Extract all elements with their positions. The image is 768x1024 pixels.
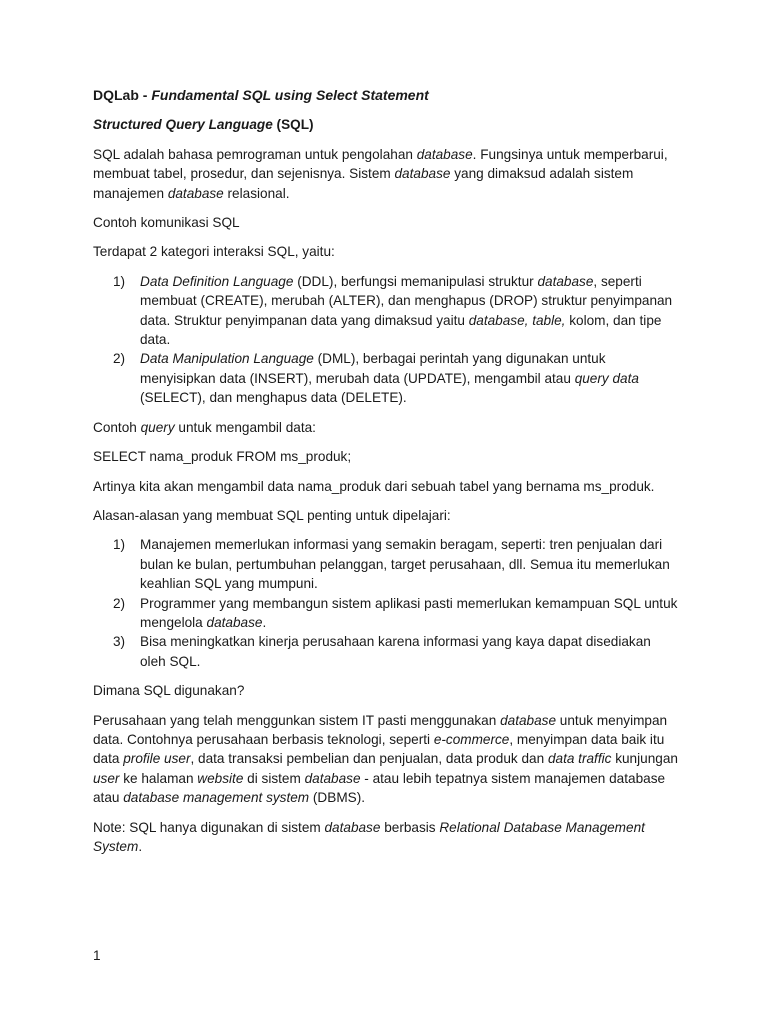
list-number: 3) xyxy=(113,634,126,650)
text-run: kolom, dan tipe data. xyxy=(140,312,662,348)
text-run: (DBMS). xyxy=(309,790,366,806)
italic-run: database management system xyxy=(123,790,310,806)
text-run: Note: SQL hanya digunakan di sistem xyxy=(93,819,325,835)
text-run: untuk menyimpan data. Contohnya perusahaan berbasis teknologi, seperti xyxy=(93,712,668,747)
text-run: kunjungan xyxy=(611,751,678,767)
document-page xyxy=(93,86,678,866)
sql-query-example: SELECT nama_produk FROM ms_produk; xyxy=(93,449,352,465)
kategori-list xyxy=(93,272,678,408)
section-heading-sql xyxy=(93,115,678,134)
page-number: 1 xyxy=(93,948,101,963)
italic-run: Relational Database Management System xyxy=(93,819,645,854)
text-run: , menyimpan data baik itu data xyxy=(93,731,665,767)
text-run: ke halaman xyxy=(119,770,198,786)
italic-run: database xyxy=(324,819,381,835)
text-run: relasional. xyxy=(223,185,290,201)
text-run: di sistem xyxy=(243,770,305,786)
italic-run: database xyxy=(394,166,451,182)
list-item-dml xyxy=(93,349,678,407)
italic-run: database, table, xyxy=(468,312,566,328)
title-italic: Fundamental SQL using Select Statement xyxy=(151,87,429,103)
list-item-alasan-2 xyxy=(93,594,678,633)
text-run: . xyxy=(262,614,267,630)
italic-run: database xyxy=(167,185,224,201)
text-run: Bisa meningkatkan kinerja perusahaan karena informasi yang kaya dapat disediakan oleh SQL. xyxy=(140,634,651,669)
paragraph-alasan-intro: Alasan-alasan yang membuat SQL penting untuk dipelajari: xyxy=(93,507,451,523)
paragraph-perusahaan xyxy=(93,711,678,808)
text-run: Programmer yang membangun sistem aplikasi pasti memerlukan kemampuan SQL untuk mengelola xyxy=(140,595,678,630)
list-number: 1) xyxy=(113,273,126,289)
document-title xyxy=(93,86,678,105)
italic-run: query data xyxy=(574,370,639,386)
text-run: (DML), berbagai perintah yang digunakan untuk menyisipkan data (INSERT), merubah data (UPDATE), mengambil atau xyxy=(140,351,606,386)
text-run: (SELECT), dan menghapus data (DELETE). xyxy=(140,390,407,406)
alasan-list xyxy=(93,535,678,671)
text-run: (DDL), berfungsi memanipulasi struktur xyxy=(293,273,538,289)
italic-run: website xyxy=(197,770,244,786)
paragraph-note xyxy=(93,818,678,857)
paragraph-contoh-query xyxy=(93,418,678,437)
italic-run: database xyxy=(537,273,594,289)
text-run: yang dimaksud adalah sistem manajemen xyxy=(93,166,634,201)
list-number: 2) xyxy=(113,595,126,611)
text-run: , data transaksi pembelian dan penjualan, data produk dan xyxy=(190,751,548,767)
title-prefix: DQLab - xyxy=(93,87,152,103)
italic-run: user xyxy=(93,770,120,786)
text-run: Manajemen memerlukan informasi yang semakin beragam, seperti: tren penjualan dari bulan ke bulan, pertumbuhan pelanggan, target perusahaan, dll. Semua itu memerlukan keahlian SQL yang mumpuni. xyxy=(140,537,670,592)
paragraph-kategori-intro: Terdapat 2 kategori interaksi SQL, yaitu: xyxy=(93,244,335,260)
list-item-ddl xyxy=(93,272,678,350)
italic-run: query xyxy=(140,419,175,435)
italic-run: e-commerce xyxy=(433,731,510,747)
paragraph-sql-definition xyxy=(93,145,678,203)
list-item-alasan-3 xyxy=(93,632,678,671)
italic-run: database xyxy=(304,770,361,786)
text-run: - atau lebih tepatnya sistem manajemen database atau xyxy=(93,770,666,806)
text-run: untuk mengambil data: xyxy=(174,419,316,435)
italic-run: profile user xyxy=(123,751,191,767)
text-run: Perusahaan yang telah menggunkan sistem IT pasti menggunakan xyxy=(93,712,501,728)
list-item-alasan-1 xyxy=(93,535,678,593)
italic-run: database xyxy=(500,712,557,728)
italic-run: Data Definition Language xyxy=(140,273,294,289)
text-run: , seperti membuat (CREATE), merubah (ALTER), dan menghapus (DROP) struktur penyimpanan data. Struktur penyimpanan data yang dimaksud yaitu xyxy=(140,273,673,328)
paragraph-dimana: Dimana SQL digunakan? xyxy=(93,683,245,699)
subtitle-rest: (SQL) xyxy=(272,117,314,133)
italic-run: data traffic xyxy=(547,751,612,767)
paragraph-contoh-komunikasi: Contoh komunikasi SQL xyxy=(93,215,240,231)
list-number: 1) xyxy=(113,537,126,553)
text-run: . Fungsinya untuk memperbarui, membuat tabel, prosedur, dan sejenisnya. Sistem xyxy=(93,146,668,182)
italic-run: Data Manipulation Language xyxy=(140,351,314,367)
italic-run: database xyxy=(416,146,473,162)
list-number: 2) xyxy=(113,351,126,367)
italic-run: database xyxy=(206,614,263,630)
text-run: berbasis xyxy=(380,819,440,835)
text-run: Contoh xyxy=(93,419,141,435)
text-run: SQL adalah bahasa pemrograman untuk pengolahan xyxy=(93,146,417,162)
text-run: . xyxy=(138,839,143,854)
subtitle-italic: Structured Query Language xyxy=(93,117,273,133)
paragraph-artinya: Artinya kita akan mengambil data nama_produk dari sebuah tabel yang bernama ms_produk. xyxy=(93,478,655,494)
